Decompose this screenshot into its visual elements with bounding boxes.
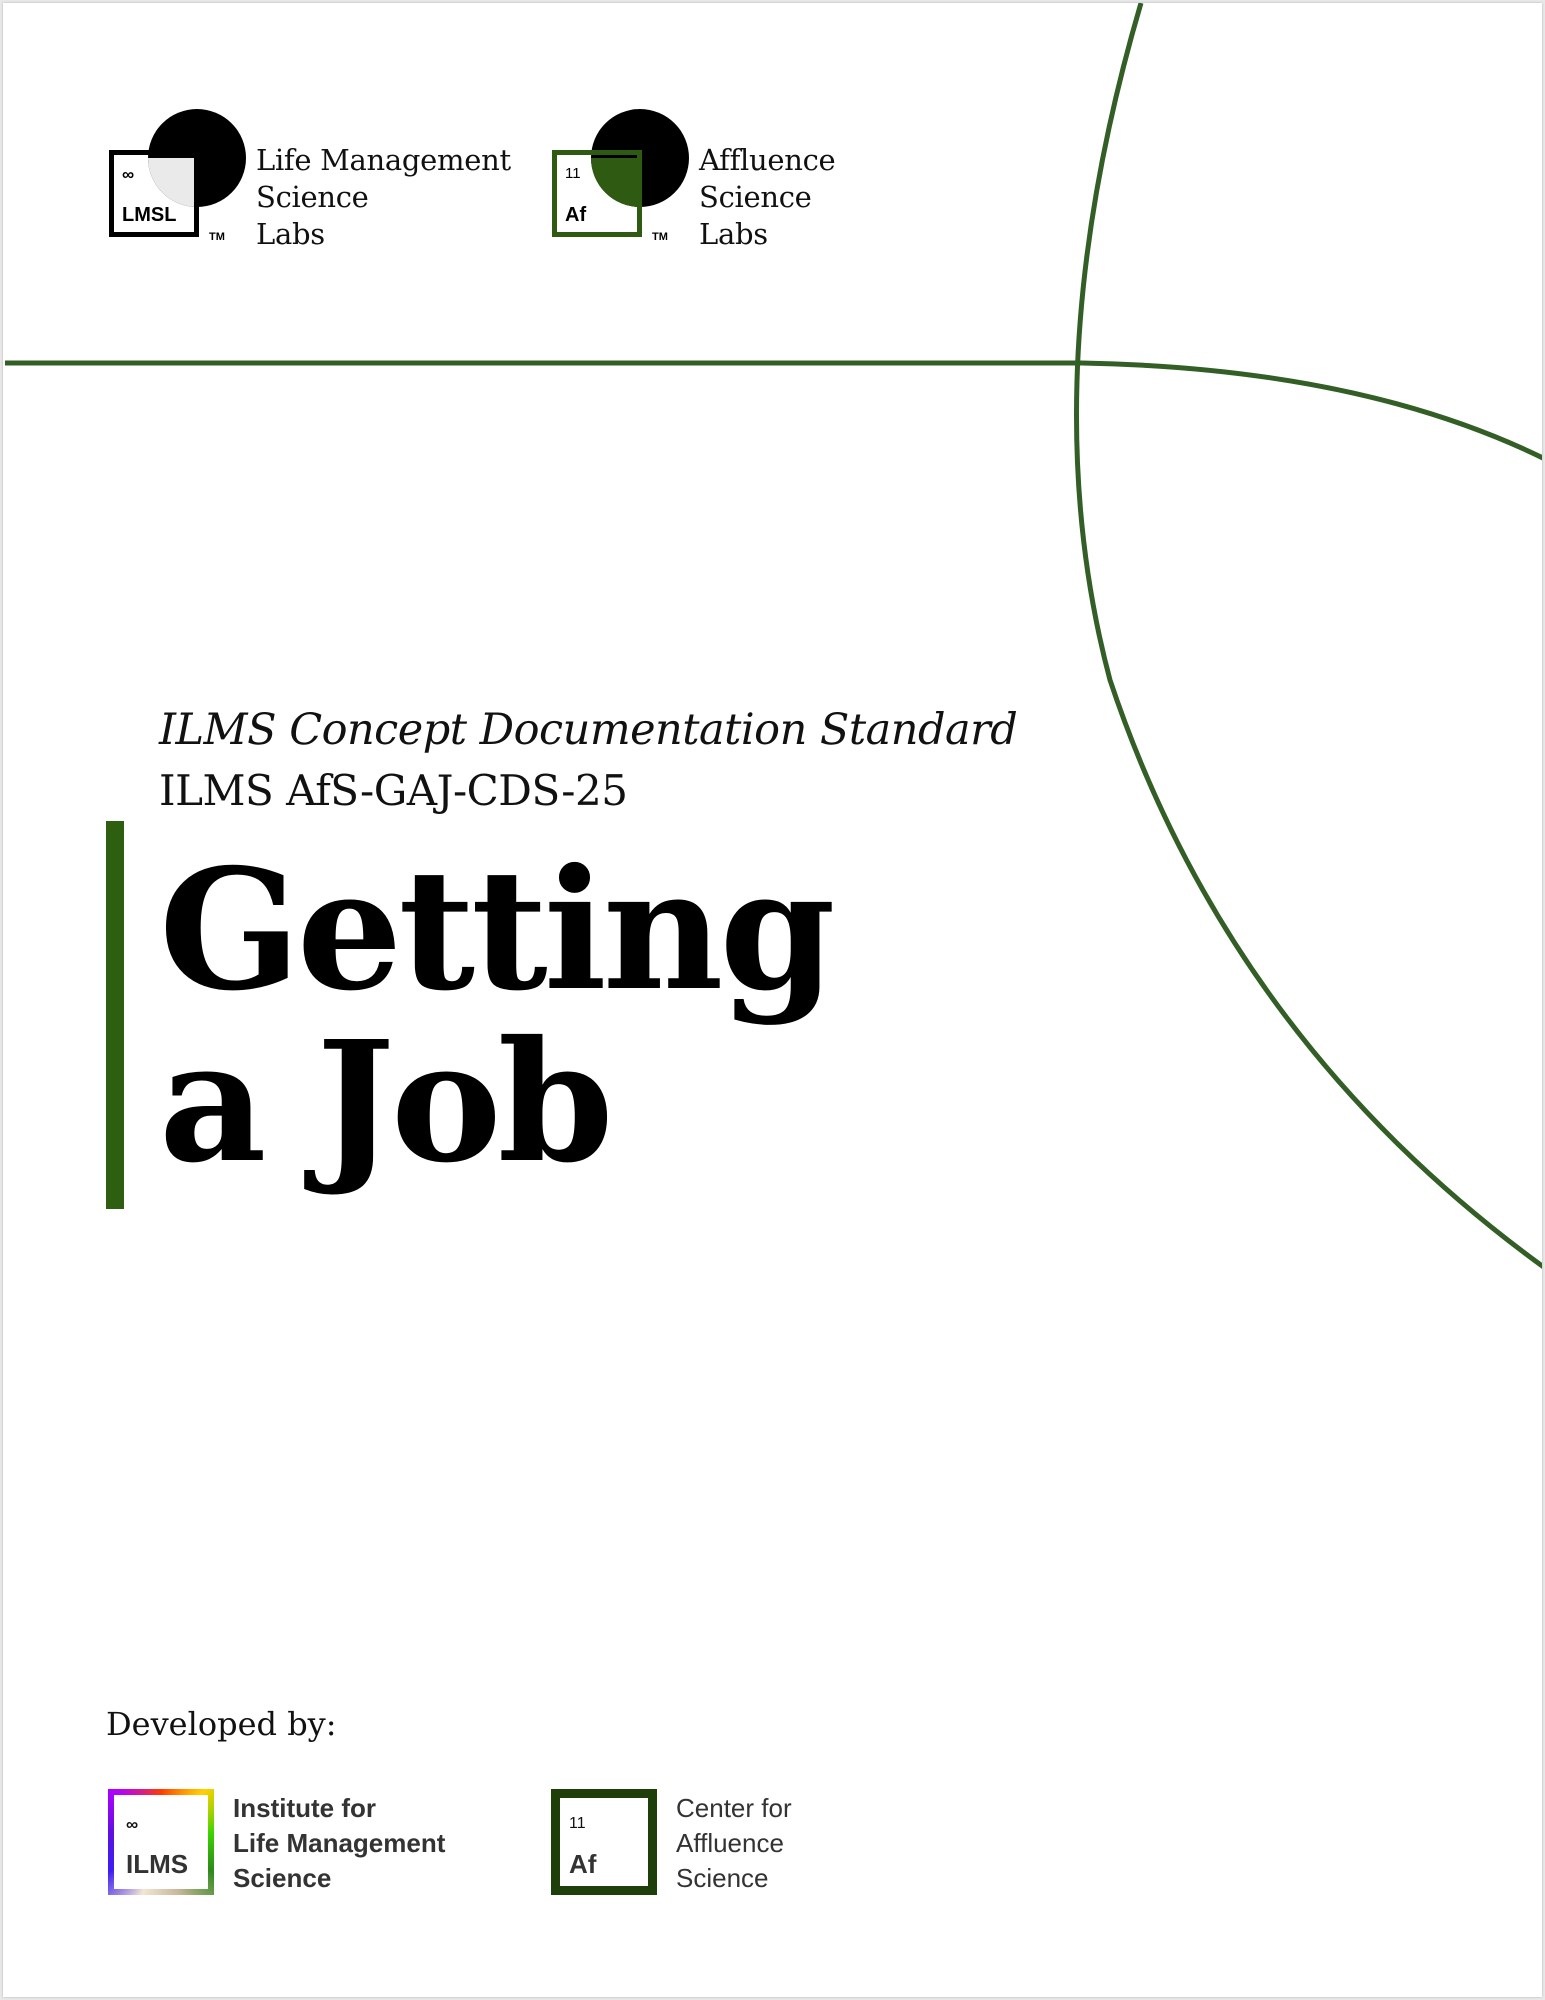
af-labs-logo-name	[699, 142, 835, 253]
lmsl-logo-symbol: ∞	[122, 165, 135, 184]
center-affluence-logo	[549, 1789, 879, 1899]
af-labs-name-line: Affluence	[699, 143, 836, 177]
ilms-name-line: Institute for	[233, 1793, 376, 1823]
af-labs-logo-abbr: Af	[565, 204, 587, 226]
ilms-logo-symbol: ∞	[126, 1815, 139, 1834]
ilms-logo-abbr: ILMS	[126, 1849, 189, 1879]
lmsl-logo-abbr: LMSL	[122, 204, 177, 226]
document-code: ILMS AfS-GAJ-CDS-25	[159, 766, 628, 815]
center-affluence-name-line: Science	[676, 1863, 769, 1893]
document-title	[159, 833, 832, 1200]
af-labs-logo	[549, 106, 969, 256]
document-subtitle: ILMS Concept Documentation Standard	[159, 705, 1018, 755]
lmsl-name-line: Life Management	[256, 143, 511, 177]
ilms-name	[233, 1791, 445, 1896]
ilms-name-line: Science	[233, 1863, 332, 1893]
developed-by-label: Developed by:	[106, 1705, 337, 1743]
lmsl-name-line: Labs	[256, 217, 325, 251]
decorative-curve-top	[1082, 363, 1542, 459]
document-page	[3, 3, 1542, 1997]
title-line: Getting	[159, 833, 832, 1028]
center-affluence-name	[676, 1791, 792, 1896]
decorative-arc-right	[1076, 3, 1542, 1268]
center-affluence-logo-box	[551, 1789, 657, 1895]
center-affluence-name-line: Center for	[676, 1793, 792, 1823]
af-labs-name-line: Labs	[699, 217, 768, 251]
center-affluence-logo-abbr: Af	[569, 1849, 597, 1879]
center-affluence-name-line: Affluence	[676, 1828, 784, 1858]
af-labs-name-line: Science	[699, 180, 812, 214]
lmsl-logo-name	[256, 142, 511, 253]
center-affluence-logo-symbol: 11	[569, 1815, 586, 1832]
lmsl-logo-trademark: TM	[209, 231, 225, 243]
ilms-logo	[106, 1789, 446, 1899]
lmsl-name-line: Science	[256, 180, 369, 214]
af-labs-logo-symbol: 11	[565, 165, 581, 182]
title-line: a Job	[159, 1005, 610, 1200]
lmsl-logo	[106, 106, 526, 256]
title-accent-bar	[106, 821, 124, 1209]
ilms-name-line: Life Management	[233, 1828, 446, 1858]
af-labs-logo-trademark: TM	[652, 231, 668, 243]
